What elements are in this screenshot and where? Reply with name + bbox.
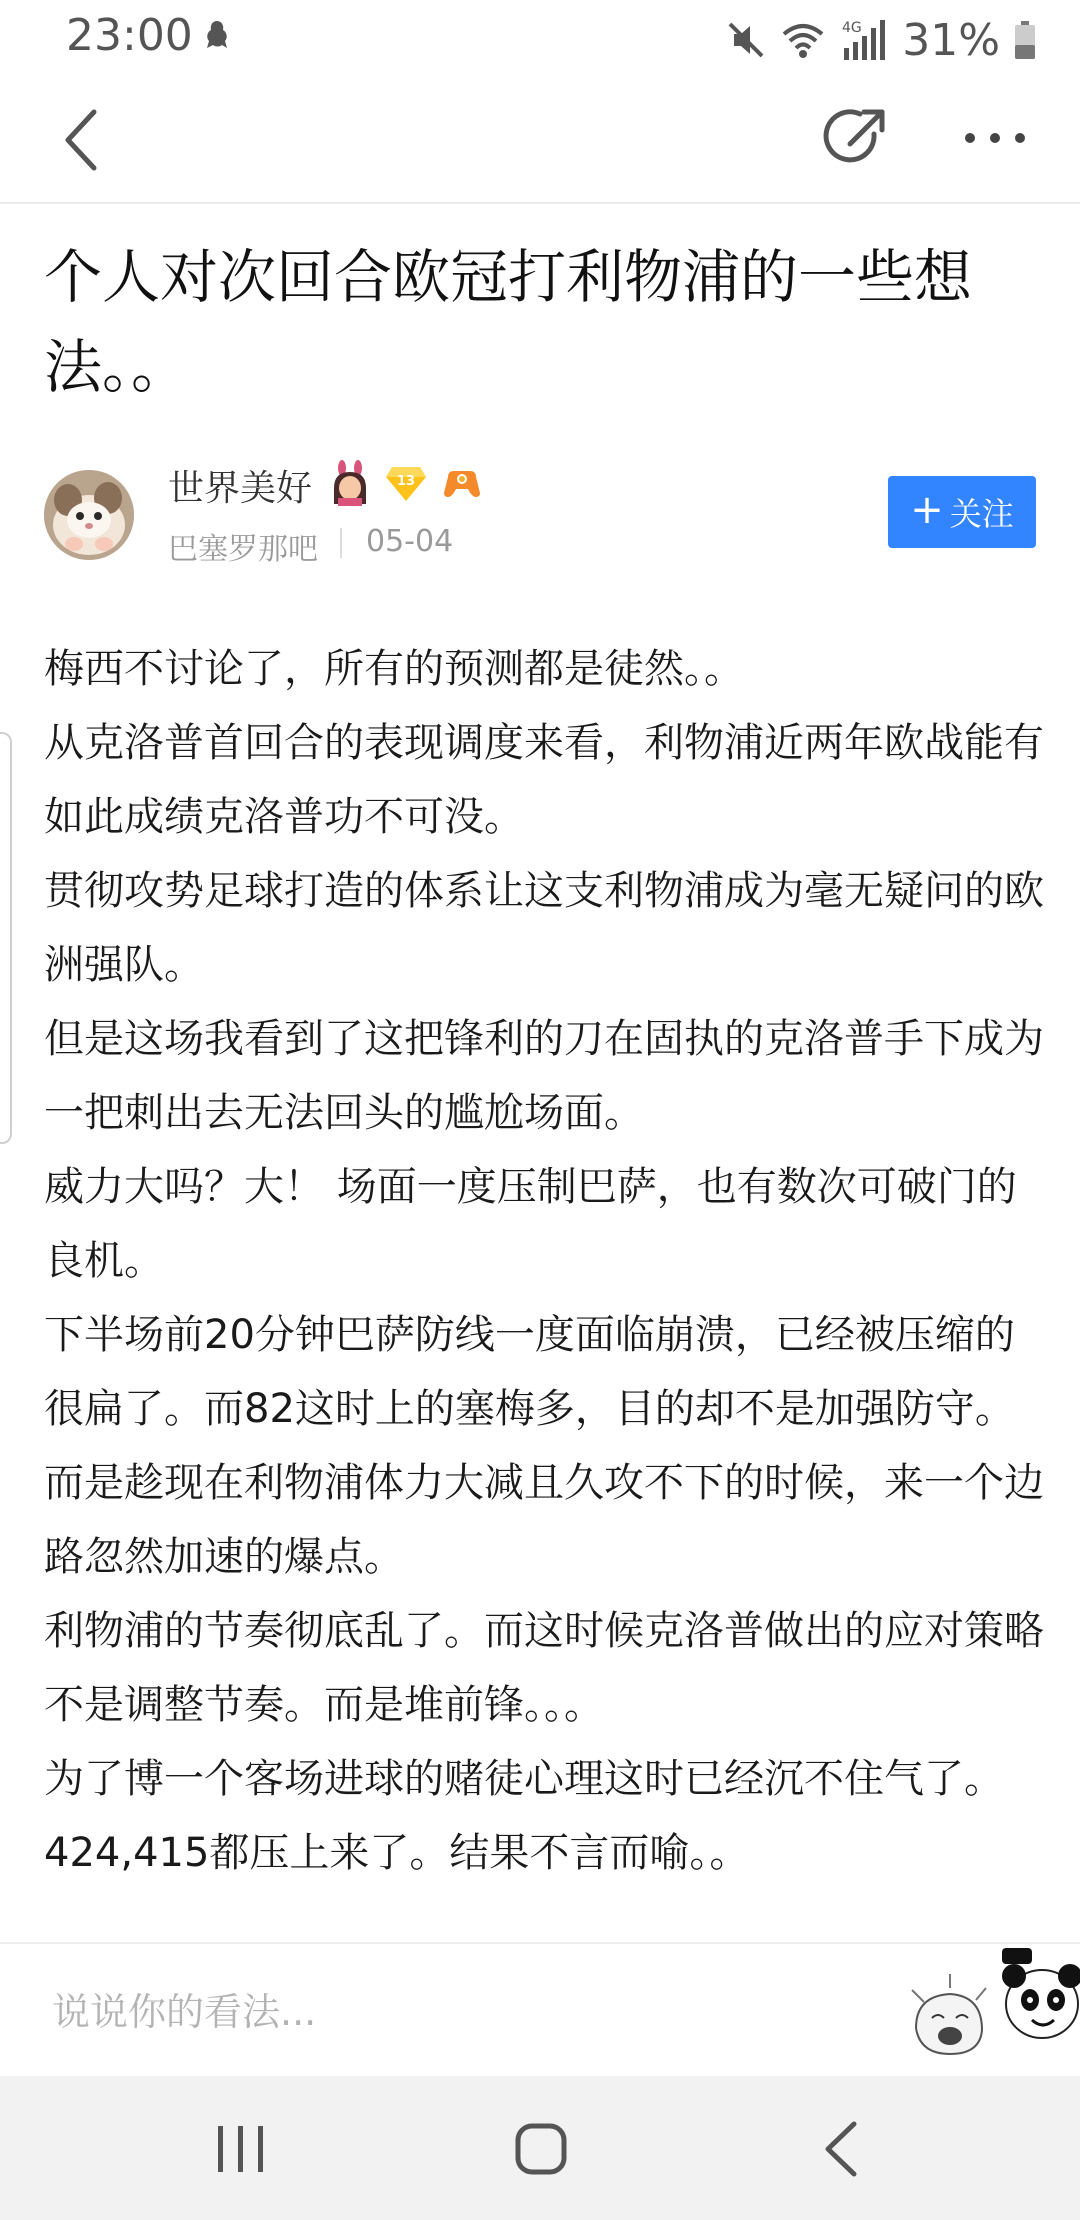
- meme-sticker-icon[interactable]: [902, 1968, 998, 2064]
- avatar-emoji-icon: [330, 460, 370, 506]
- wifi-icon: [780, 20, 826, 60]
- post-paragraph: 利物浦的节奏彻底乱了。而这时候克洛普做出的应对策略不是调整节奏。而是堆前锋。。。: [44, 1608, 1044, 1728]
- level-badge-icon: [384, 463, 428, 503]
- network-type-label: 4G: [842, 20, 862, 36]
- forum-name[interactable]: 巴塞罗那吧: [168, 532, 318, 567]
- post-paragraph: 威力大吗？大！ 场面一度压制巴萨，也有数次可破门的良机。: [44, 1164, 1017, 1284]
- post-date: 05-04: [366, 524, 454, 559]
- share-icon[interactable]: [822, 104, 890, 172]
- plus-icon: +: [910, 487, 944, 533]
- app-notification-icon: [200, 18, 234, 52]
- post-title: 个人对次回合欧冠打利物浦的一些想法。。: [44, 243, 973, 401]
- more-icon[interactable]: [960, 116, 1030, 160]
- author-name[interactable]: 世界美好: [168, 468, 313, 509]
- top-nav-bar: [0, 76, 1080, 204]
- battery-icon: [1014, 20, 1036, 60]
- battery-percent: 31%: [902, 14, 1000, 66]
- avatar[interactable]: [44, 470, 134, 560]
- post-paragraph: 贯彻攻势足球打造的体系让这支利物浦成为毫无疑问的欧洲强队。: [44, 868, 1044, 988]
- post-paragraph: 从克洛普首回合的表现调度来看，利物浦近两年欧战能有如此成绩克洛普功不可没。: [44, 720, 1044, 840]
- follow-button[interactable]: [888, 476, 1036, 548]
- mute-icon: [726, 20, 766, 60]
- post-body: [44, 632, 1044, 1938]
- level-badge-number: 13: [396, 474, 416, 489]
- signal-icon: [840, 18, 888, 62]
- edge-panel-handle[interactable]: [0, 732, 12, 1144]
- follow-button-label: 关注: [949, 495, 1014, 533]
- status-time: 23:00: [66, 10, 193, 61]
- recent-apps-icon[interactable]: [214, 2124, 268, 2174]
- post-paragraph: 为了博一个客场进球的赌徒心理这时已经沉不住气了。424,415都压上来了。结果不言而喻。。: [44, 1756, 1004, 1876]
- back-icon[interactable]: [52, 104, 116, 176]
- post-paragraph: 而是趁现在利物浦体力大减且久攻不下的时候，来一个边路忽然加速的爆点。: [44, 1460, 1044, 1580]
- post-paragraph: 下半场前20分钟巴萨防线一度面临崩溃，已经被压缩的很扁了。而82这时上的塞梅多，目的却不是加强防守。: [44, 1312, 1015, 1432]
- panda-sticker-icon[interactable]: [996, 1946, 1080, 2046]
- meta-divider: [340, 528, 342, 558]
- comment-bar: [0, 1942, 1080, 2078]
- system-nav-bar: [0, 2076, 1080, 2220]
- avatar-image: [44, 470, 134, 560]
- comment-input[interactable]: [18, 1966, 878, 2058]
- status-bar: [0, 0, 1080, 76]
- post-paragraph: 梅西不讨论了，所有的预测都是徒然。。: [44, 646, 744, 692]
- post-paragraph: 但是这场我看到了这把锋利的刀在固执的克洛普手下成为一把刺出去无法回头的尴尬场面。: [44, 1016, 1044, 1136]
- game-badge-icon: [442, 465, 482, 501]
- home-icon[interactable]: [514, 2122, 568, 2176]
- author-badges: [330, 458, 482, 508]
- status-icons: [726, 10, 1036, 70]
- system-back-icon[interactable]: [820, 2120, 864, 2178]
